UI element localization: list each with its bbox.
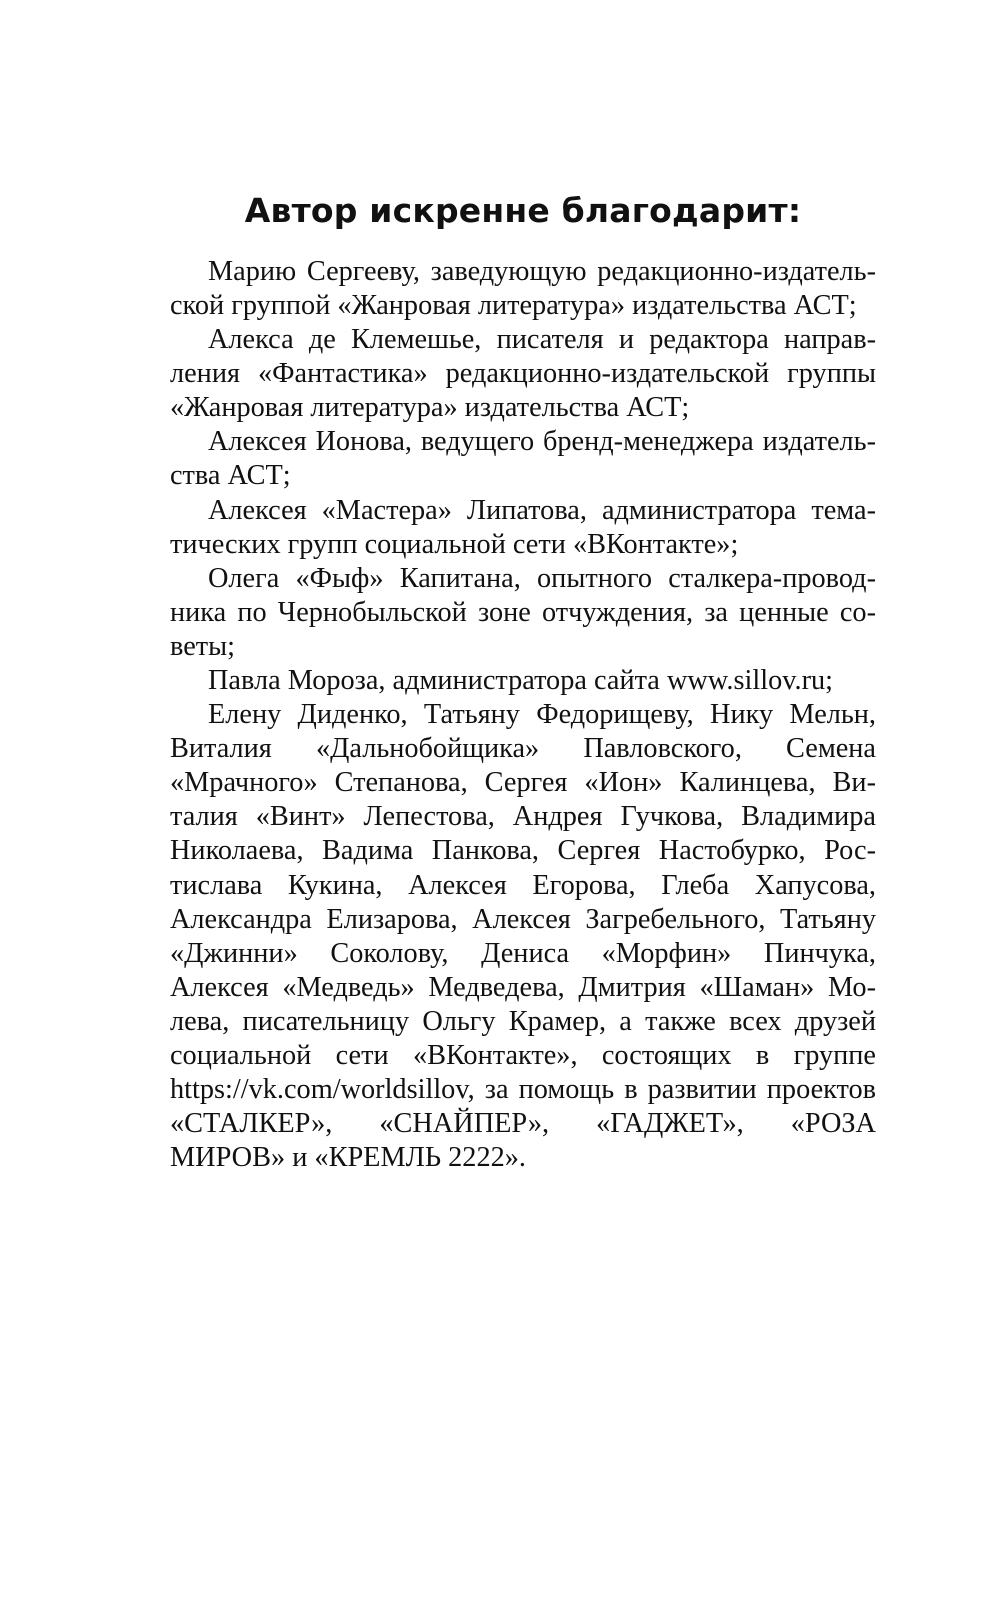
page-title: Автор искренне благодарит: [244,191,802,230]
paragraph-2: Алекса де Клемешье, писателя и редактора направления «Фантастика» редакционно-издательской группы «Жанровая литература» издательства АСТ; [170,324,876,424]
paragraph-5: Олега «Фыф» Капитана, опытного сталкера-проводника по Чернобыльской зоне отчуждения, за ценные советы; [170,562,876,662]
paragraph-4: Алексея «Мастера» Липатова, администратора тематических групп социальной сети «ВКонтакте»; [170,494,876,560]
acknowledgements-body [170,255,876,1176]
paragraph-7: Елену Диденко, Татьяну Федорищеву, Нику Мельн, Виталия «Дальнобойщика» Павловского, Семена «Мрачного» Степанова, Сергея «Ион» Калинцева, Виталия «Винт» Лепестова, Андрея Гучкова, Владимира Николаева, Вадима Панкова, Сергея Настобурко, Ростислава Кукина, Алексея Егорова, Глеба Хапусова, Александра Елизарова, Алексея Загребельного, Татьяну «Джинни» Соколову, Дениса «Морфин» Пинчука, Алексея «Медведь» Медведева, Дмитрия «Шаман» Молева, писательницу Ольгу Крамер, а также всех друзей социальной сети «ВКонтакте», состоящих в группе https://vk.com/worldsillov, за помощь в развитии проектов «СТАЛКЕР», «СНАЙПЕР», «ГАДЖЕТ», «РОЗА МИРОВ» и «КРЕМЛЬ 2222». [170,699,876,1174]
paragraph-3: Алексея Ионова, ведущего бренд-менеджера издательства АСТ; [170,426,876,492]
acknowledgements-page [170,190,876,1175]
paragraph-6: Павла Мороза, администратора сайта www.sillov.ru; [208,665,834,697]
paragraph-1: Марию Сергееву, заведующую редакционно-издательской группой «Жанровая литература» издательства АСТ; [170,255,876,321]
